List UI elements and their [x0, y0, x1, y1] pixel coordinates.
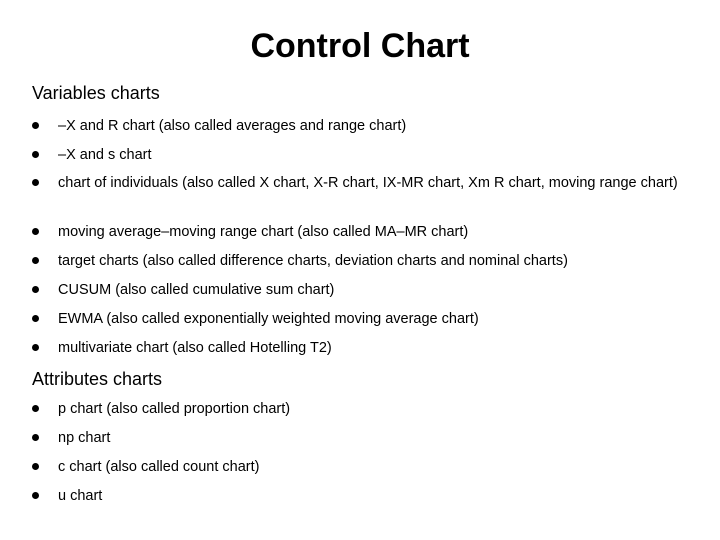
- bullet-icon: [32, 228, 39, 235]
- list-item: [0, 400, 330, 418]
- list-item: [0, 281, 374, 299]
- bullet-icon: [32, 315, 39, 322]
- bullet-icon: [32, 344, 39, 351]
- list-item: [0, 252, 608, 270]
- list-item: [0, 174, 718, 192]
- list-item-text: CUSUM (also called cumulative sum chart): [58, 282, 335, 298]
- list-item: [0, 458, 299, 476]
- variables-heading: Variables charts: [32, 83, 160, 103]
- bullet-icon: [32, 151, 39, 158]
- bullet-icon: [32, 257, 39, 264]
- list-item-text: u chart: [58, 488, 103, 504]
- bullet-icon: [32, 463, 39, 470]
- list-item: [0, 146, 192, 164]
- list-item: [0, 487, 142, 505]
- list-item-text: –X and s chart: [58, 147, 152, 163]
- bullet-icon: [32, 492, 39, 499]
- list-item-text: multivariate chart (also called Hotelling T2): [58, 340, 332, 356]
- bullet-icon: [32, 179, 39, 186]
- list-item-text: c chart (also called count chart): [58, 459, 260, 475]
- page-title: Control Chart: [250, 27, 470, 65]
- list-item: [0, 117, 446, 135]
- bullet-icon: [32, 286, 39, 293]
- attributes-heading: Attributes charts: [32, 369, 163, 389]
- bullet-icon: [32, 434, 39, 441]
- bullet-icon: [32, 122, 39, 129]
- list-item-text: target charts (also called difference charts, deviation charts and nominal charts): [58, 253, 568, 269]
- list-item-text: –X and R chart (also called averages and range chart): [58, 118, 407, 134]
- list-item-text: np chart: [58, 430, 111, 446]
- list-item-text: p chart (also called proportion chart): [58, 401, 291, 417]
- list-item: [0, 223, 508, 241]
- list-item-text: EWMA (also called exponentially weighted moving average chart): [58, 311, 479, 327]
- list-item-text: moving average–moving range chart (also called MA–MR chart): [58, 224, 469, 240]
- list-item: [0, 339, 372, 357]
- bullet-icon: [32, 405, 39, 412]
- list-item: [0, 429, 150, 447]
- list-item-text: chart of individuals (also called X chart, X-R chart, IX-MR chart, Xm R chart, moving range chart): [58, 175, 678, 191]
- list-item: [0, 310, 519, 328]
